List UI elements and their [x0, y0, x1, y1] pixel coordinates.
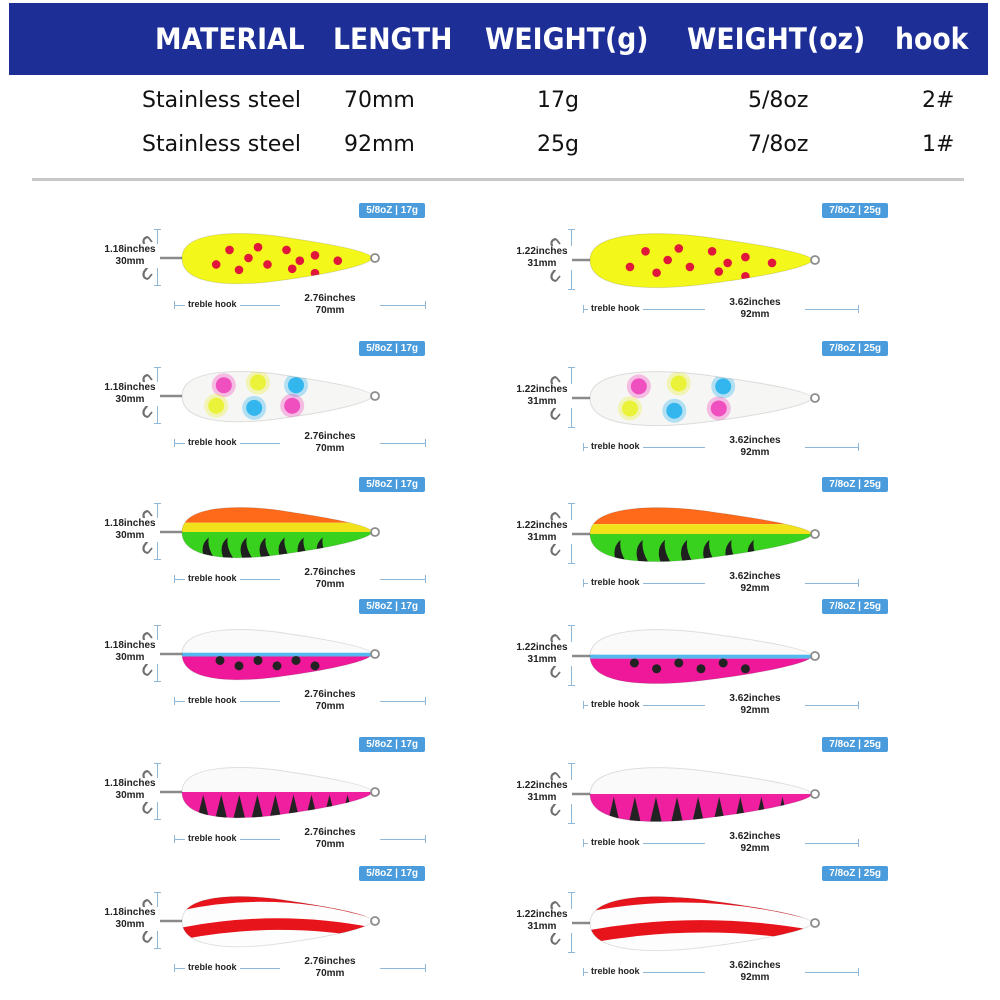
header-length: LENGTH — [333, 22, 453, 56]
treble-hook-label: treble hook — [185, 962, 240, 972]
lure-glow-white-multi-dots-small — [130, 365, 390, 427]
table-row — [0, 125, 1000, 165]
length-dim-tick — [425, 301, 426, 309]
lure-red-white-stripes-large — [538, 890, 830, 956]
length-inches: 3.62inches — [705, 693, 805, 705]
length-dim-label — [280, 293, 380, 317]
table-row — [0, 81, 1000, 121]
length-dim-tick — [583, 305, 584, 313]
height-dim-label — [100, 778, 160, 802]
cell-weight-g: 25g — [537, 132, 579, 157]
height-dim-label — [100, 907, 160, 931]
height-dim-label — [100, 382, 160, 406]
lure-green-orange-firetiger-large — [538, 501, 830, 567]
treble-hook-label: treble hook — [588, 441, 643, 451]
height-mm: 31mm — [527, 792, 557, 803]
length-dim-tick — [858, 443, 859, 451]
height-dim-tick — [568, 229, 575, 230]
length-dim-tick — [174, 439, 175, 447]
length-inches: 2.76inches — [280, 293, 380, 305]
cell-length: 92mm — [344, 132, 415, 157]
treble-hook-label: treble hook — [185, 573, 240, 583]
treble-hook-label: treble hook — [185, 437, 240, 447]
length-dim-tick — [174, 835, 175, 843]
lure-glow-white-multi-dots-large — [538, 365, 830, 431]
treble-hook-label: treble hook — [588, 699, 643, 709]
height-inches: 1.18inches — [104, 518, 156, 529]
length-inches: 3.62inches — [705, 571, 805, 583]
length-dim-tick — [858, 305, 859, 313]
length-inches: 2.76inches — [280, 827, 380, 839]
height-dim-tick — [568, 625, 575, 626]
cell-weight-g: 17g — [537, 88, 579, 113]
height-mm: 30mm — [115, 652, 145, 663]
weight-badge: 5/8oZ | 17g — [359, 599, 425, 614]
length-dim-tick — [858, 579, 859, 587]
header-material: MATERIAL — [155, 22, 305, 56]
height-inches: 1.18inches — [104, 907, 156, 918]
weight-badge: 7/8oZ | 25g — [822, 341, 888, 356]
lure-red-white-stripes-small — [130, 890, 390, 952]
weight-badge: 5/8oZ | 17g — [359, 341, 425, 356]
length-dim-label — [705, 693, 805, 717]
length-dim-label — [705, 571, 805, 595]
length-inches: 3.62inches — [705, 831, 805, 843]
height-dim-tick — [568, 503, 575, 504]
cell-hook: 2# — [922, 88, 955, 113]
height-inches: 1.18inches — [104, 244, 156, 255]
height-dim-tick — [154, 625, 161, 626]
length-inches: 2.76inches — [280, 689, 380, 701]
height-dim-tick — [568, 892, 575, 893]
length-dim-tick — [583, 579, 584, 587]
height-dim-tick — [568, 763, 575, 764]
length-dim-tick — [174, 301, 175, 309]
length-inches: 2.76inches — [280, 567, 380, 579]
height-dim-label — [100, 244, 160, 268]
cell-material: Stainless steel — [142, 88, 301, 113]
height-mm: 31mm — [527, 921, 557, 932]
height-dim-label — [512, 384, 572, 408]
length-dim-label — [280, 431, 380, 455]
cell-length: 70mm — [344, 88, 415, 113]
cell-weight-oz: 7/8oz — [748, 132, 809, 157]
height-dim-label — [512, 246, 572, 270]
height-inches: 1.22inches — [516, 780, 568, 791]
length-dim-tick — [425, 439, 426, 447]
weight-badge: 7/8oZ | 25g — [822, 599, 888, 614]
length-mm: 92mm — [705, 705, 805, 717]
height-inches: 1.22inches — [516, 246, 568, 257]
height-dim-label — [100, 640, 160, 664]
length-dim-label — [280, 956, 380, 980]
height-dim-tick — [154, 423, 161, 424]
height-dim-tick — [154, 229, 161, 230]
length-dim-tick — [174, 575, 175, 583]
height-mm: 31mm — [527, 532, 557, 543]
height-inches: 1.18inches — [104, 382, 156, 393]
height-dim-tick — [154, 892, 161, 893]
treble-hook-label: treble hook — [588, 966, 643, 976]
height-inches: 1.22inches — [516, 909, 568, 920]
length-dim-label — [705, 831, 805, 855]
height-inches: 1.18inches — [104, 640, 156, 651]
weight-badge: 5/8oZ | 17g — [359, 737, 425, 752]
length-mm: 70mm — [280, 305, 380, 317]
length-mm: 92mm — [705, 972, 805, 984]
treble-hook-label: treble hook — [185, 299, 240, 309]
length-inches: 2.76inches — [280, 956, 380, 968]
height-dim-tick — [568, 563, 575, 564]
length-inches: 2.76inches — [280, 431, 380, 443]
length-dim-label — [280, 689, 380, 713]
height-dim-tick — [154, 285, 161, 286]
weight-badge: 7/8oZ | 25g — [822, 203, 888, 218]
length-dim-label — [705, 960, 805, 984]
header-weight-oz: WEIGHT(oz) — [687, 22, 866, 56]
height-mm: 30mm — [115, 256, 145, 267]
height-dim-tick — [568, 367, 575, 368]
length-dim-label — [280, 567, 380, 591]
height-dim-tick — [568, 427, 575, 428]
lure-white-pink-blue-dots-small — [130, 623, 390, 685]
length-dim-tick — [583, 701, 584, 709]
height-dim-tick — [154, 681, 161, 682]
lure-white-pink-blue-dots-large — [538, 623, 830, 689]
length-dim-tick — [425, 575, 426, 583]
section-divider — [32, 178, 964, 181]
height-inches: 1.22inches — [516, 384, 568, 395]
length-dim-tick — [583, 443, 584, 451]
lure-white-pink-black-teeth-large — [538, 761, 830, 827]
length-dim-tick — [174, 697, 175, 705]
length-dim-tick — [858, 839, 859, 847]
height-dim-tick — [568, 823, 575, 824]
length-mm: 70mm — [280, 968, 380, 980]
height-inches: 1.22inches — [516, 642, 568, 653]
length-dim-tick — [858, 968, 859, 976]
weight-badge: 5/8oZ | 17g — [359, 477, 425, 492]
height-dim-label — [512, 520, 572, 544]
cell-weight-oz: 5/8oz — [748, 88, 809, 113]
length-mm: 92mm — [705, 447, 805, 459]
height-mm: 31mm — [527, 258, 557, 269]
length-dim-label — [705, 435, 805, 459]
length-dim-label — [705, 297, 805, 321]
weight-badge: 7/8oZ | 25g — [822, 477, 888, 492]
length-mm: 70mm — [280, 443, 380, 455]
length-inches: 3.62inches — [705, 435, 805, 447]
length-dim-tick — [425, 697, 426, 705]
height-dim-tick — [154, 503, 161, 504]
length-mm: 92mm — [705, 583, 805, 595]
height-dim-tick — [568, 289, 575, 290]
height-dim-label — [512, 780, 572, 804]
height-mm: 31mm — [527, 654, 557, 665]
length-mm: 70mm — [280, 701, 380, 713]
spec-table-header — [9, 3, 988, 75]
height-dim-tick — [154, 948, 161, 949]
weight-badge: 5/8oZ | 17g — [359, 203, 425, 218]
cell-hook: 1# — [922, 132, 955, 157]
lure-white-pink-black-teeth-small — [130, 761, 390, 823]
lure-yellow-red-dots-large — [538, 227, 830, 293]
height-dim-label — [100, 518, 160, 542]
height-inches: 1.18inches — [104, 778, 156, 789]
cell-material: Stainless steel — [142, 132, 301, 157]
height-dim-tick — [154, 763, 161, 764]
weight-badge: 5/8oZ | 17g — [359, 866, 425, 881]
height-dim-tick — [154, 559, 161, 560]
height-dim-tick — [568, 685, 575, 686]
length-dim-label — [280, 827, 380, 851]
length-dim-tick — [858, 701, 859, 709]
height-inches: 1.22inches — [516, 520, 568, 531]
treble-hook-label: treble hook — [588, 577, 643, 587]
length-mm: 70mm — [280, 579, 380, 591]
weight-badge: 7/8oZ | 25g — [822, 866, 888, 881]
length-mm: 92mm — [705, 309, 805, 321]
height-dim-label — [512, 909, 572, 933]
length-inches: 3.62inches — [705, 960, 805, 972]
height-dim-tick — [568, 952, 575, 953]
height-mm: 30mm — [115, 790, 145, 801]
length-dim-tick — [425, 964, 426, 972]
height-dim-tick — [154, 819, 161, 820]
weight-badge: 7/8oZ | 25g — [822, 737, 888, 752]
length-dim-tick — [174, 964, 175, 972]
height-mm: 30mm — [115, 530, 145, 541]
height-mm: 30mm — [115, 919, 145, 930]
treble-hook-label: treble hook — [185, 695, 240, 705]
treble-hook-label: treble hook — [588, 837, 643, 847]
treble-hook-label: treble hook — [588, 303, 643, 313]
lure-green-orange-firetiger-small — [130, 501, 390, 563]
length-inches: 3.62inches — [705, 297, 805, 309]
height-dim-tick — [154, 367, 161, 368]
length-dim-tick — [583, 968, 584, 976]
height-mm: 30mm — [115, 394, 145, 405]
length-dim-tick — [583, 839, 584, 847]
lure-yellow-red-dots-small — [130, 227, 390, 289]
header-weight-g: WEIGHT(g) — [485, 22, 649, 56]
length-mm: 70mm — [280, 839, 380, 851]
height-mm: 31mm — [527, 396, 557, 407]
height-dim-label — [512, 642, 572, 666]
treble-hook-label: treble hook — [185, 833, 240, 843]
header-hook: hook — [895, 22, 969, 56]
length-dim-tick — [425, 835, 426, 843]
length-mm: 92mm — [705, 843, 805, 855]
